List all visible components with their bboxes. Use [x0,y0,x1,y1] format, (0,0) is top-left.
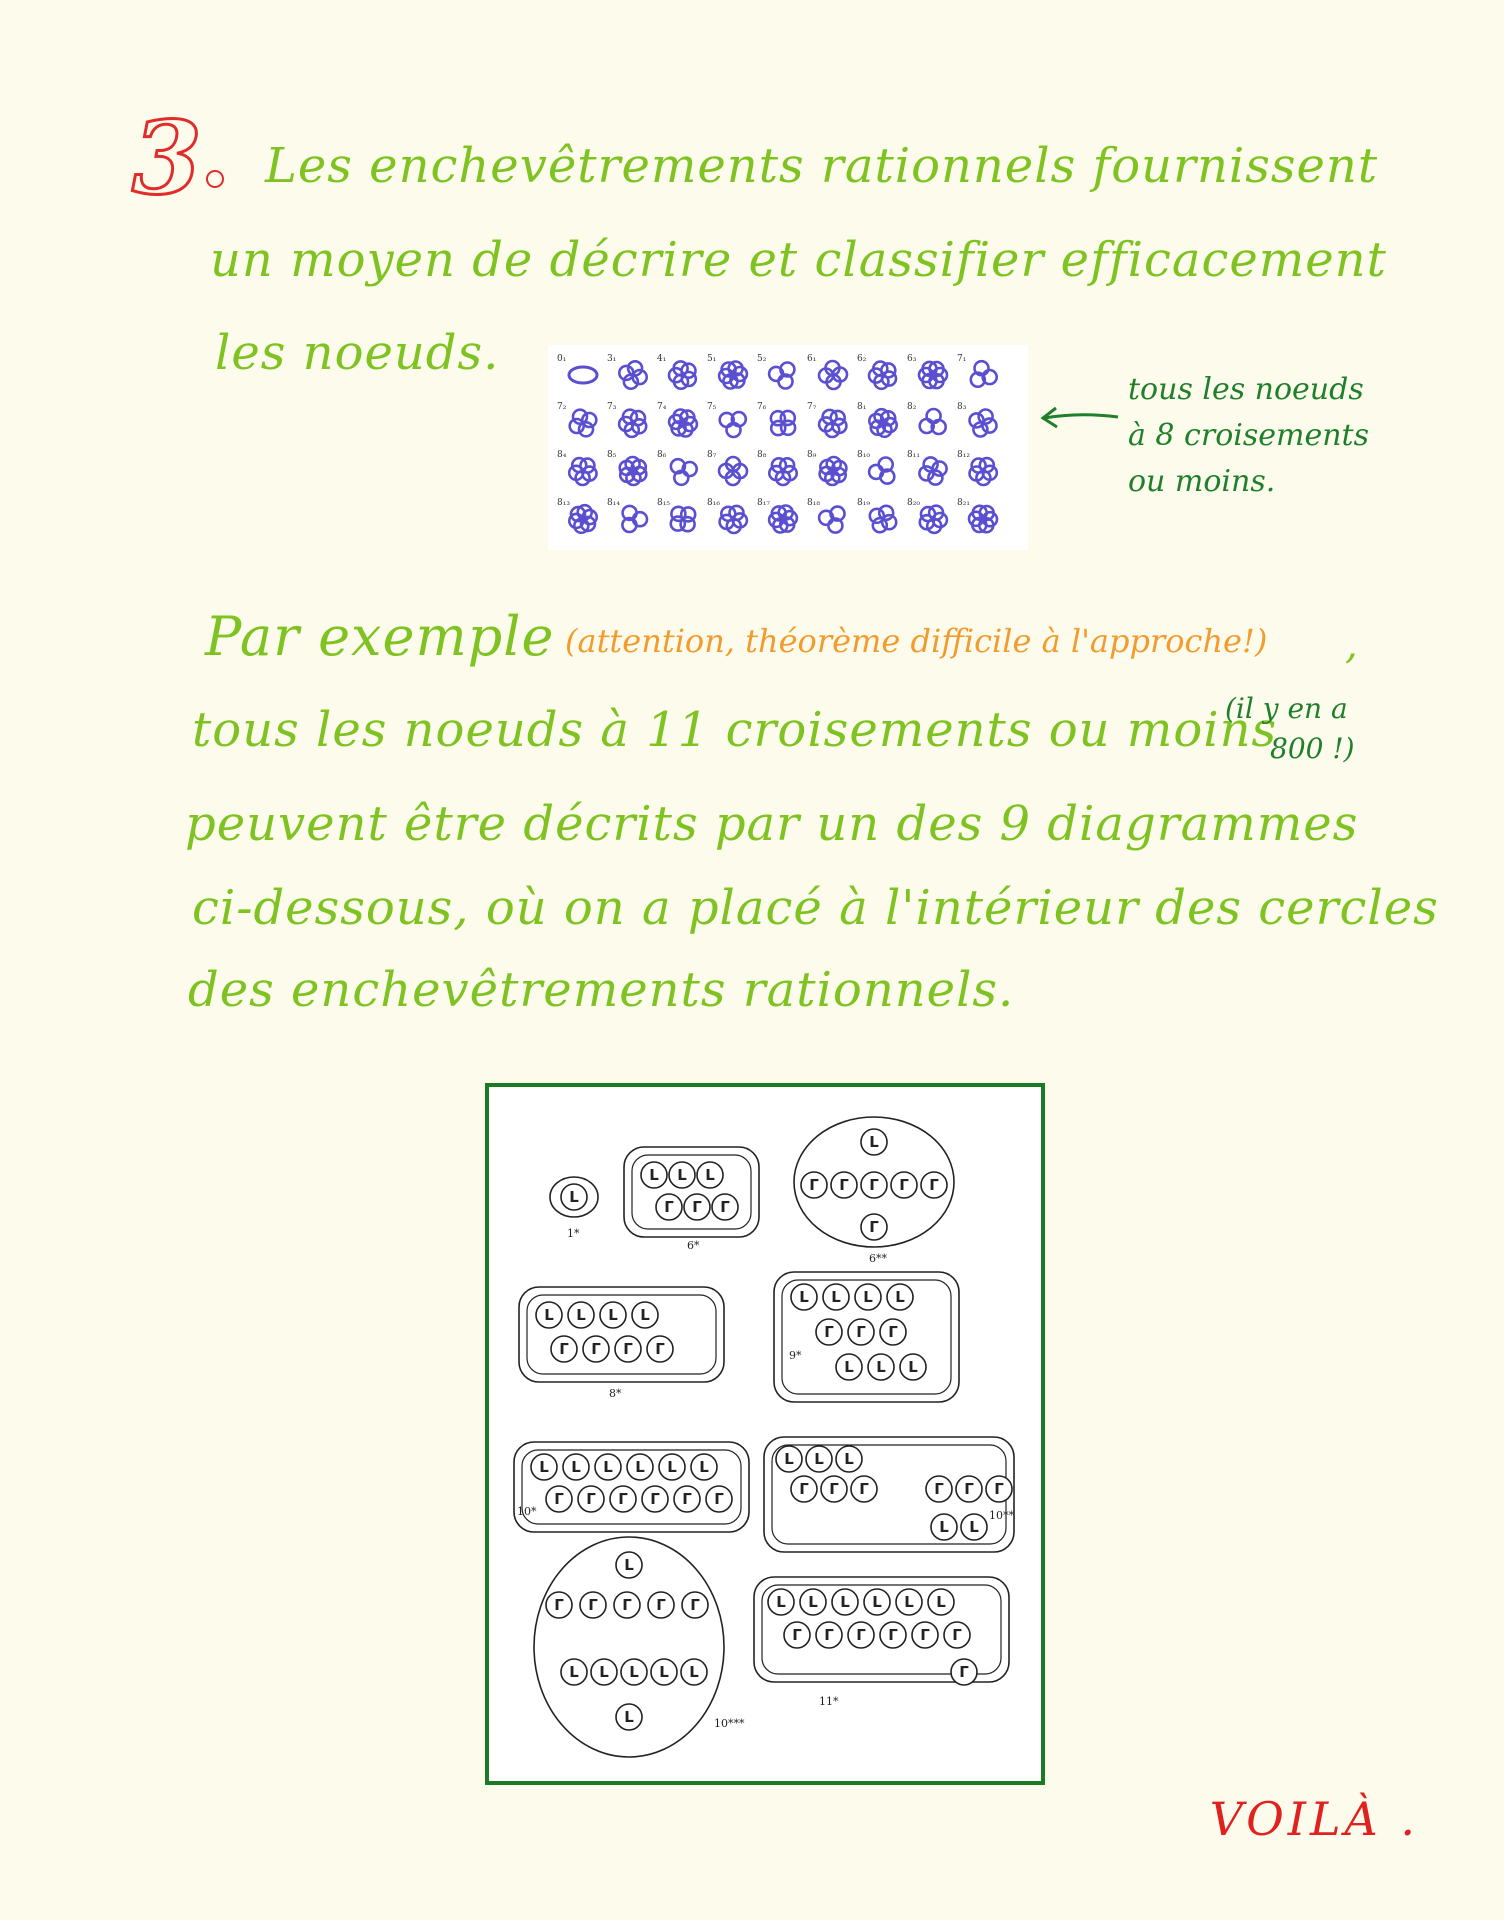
tangle-symbol: L [869,1133,879,1151]
diagram-4 [519,1287,724,1400]
tangle-symbol: L [608,1306,618,1324]
tangle-symbol: Γ [656,1596,666,1614]
tangle-symbol: L [659,1663,669,1681]
knot-label: 8₈ [757,450,767,460]
example-comma: , [1345,622,1358,668]
knot-29 [607,498,647,532]
tangle-symbol: Γ [929,1176,939,1194]
tangle-symbol: L [831,1288,841,1306]
tangle-symbol: L [908,1358,918,1376]
tangle-symbol: Γ [888,1626,898,1644]
knot-label: 8₆ [657,450,667,460]
tangle-symbol: Γ [690,1596,700,1614]
tangle-symbol: Γ [829,1480,839,1498]
diagram-5 [774,1272,959,1402]
tangle-symbol: L [936,1593,946,1611]
tangle-symbol: Γ [964,1480,974,1498]
knot-15 [807,402,846,437]
diagram-1 [550,1177,598,1240]
example-aside-1: (il y en a [1225,692,1348,725]
tangle-symbol: L [635,1458,645,1476]
tangle-symbol: L [705,1166,715,1184]
diagram-7 [764,1437,1014,1552]
tangle-symbol: Γ [799,1480,809,1498]
knot-label: 3₁ [607,354,617,364]
knot-label: 8₂ [907,402,917,412]
tangle-symbol: L [784,1450,794,1468]
knot-8 [907,354,947,388]
diagram-label: 10* [517,1505,537,1518]
knot-35 [907,498,947,533]
knot-12 [657,402,697,437]
tangle-symbol: L [640,1306,650,1324]
knot-16 [857,402,897,437]
tangle-symbol: L [624,1708,634,1726]
tangle-symbol: Γ [792,1626,802,1644]
note-line-2: à 8 croisements [1128,418,1369,453]
knot-table-image [548,345,1028,550]
tangle-symbol: L [599,1663,609,1681]
tangle-symbol: L [569,1188,579,1206]
knot-13 [707,402,746,437]
tangle-symbol: Γ [994,1480,1004,1498]
tangle-symbol: Γ [664,1198,674,1216]
tangle-symbol: Γ [869,1218,879,1236]
example-warning: (attention, théorème difficile à l'approche!) [565,622,1268,660]
tangle-symbol: L [699,1458,709,1476]
tangle-symbol: Γ [952,1626,962,1644]
tangle-symbol: L [776,1593,786,1611]
knot-32 [757,498,797,533]
tangle-symbol: L [629,1663,639,1681]
diagram-6 [514,1442,749,1532]
knot-36 [957,498,997,532]
knot-label: 8₁ [857,402,867,412]
tangle-symbol: L [603,1458,613,1476]
knot-label: 8₉ [807,450,817,460]
knot-label: 5₂ [757,354,767,364]
tangle-symbol: L [677,1166,687,1184]
knot-17 [907,402,946,434]
diagram-3 [794,1117,954,1265]
tangle-symbol: Γ [869,1176,879,1194]
knot-label: 5₁ [707,354,717,364]
tangle-symbol: L [939,1518,949,1536]
tangle-symbol: Γ [623,1340,633,1358]
knot-label: 7₇ [807,402,817,412]
tangle-symbol: Γ [859,1480,869,1498]
section-number: 3 [132,99,202,217]
tangle-symbol: Γ [899,1176,909,1194]
tangle-symbol: Γ [856,1626,866,1644]
example-line-4: ci-dessous, où on a placé à l'intérieur des cercles [192,880,1439,936]
intro-line-1: Les enchevêtrements rationnels fournissent [265,138,1379,194]
diagram-label: 10*** [714,1717,745,1730]
tangle-symbol: Γ [720,1198,730,1216]
tangle-symbol: Γ [959,1663,969,1681]
knot-label: 7₁ [957,354,967,364]
tangle-symbol: L [844,1450,854,1468]
knot-label: 8₂₁ [957,498,970,508]
tangle-symbol: L [969,1518,979,1536]
tangle-diagrams-svg [489,1087,1041,1781]
tangle-symbol: Γ [682,1490,692,1508]
knot-label: 8₄ [557,450,567,460]
knot-24 [807,450,846,485]
diagram-label: 11* [819,1695,839,1708]
knot-34 [857,498,896,532]
diagram-label: 1* [567,1227,580,1240]
tangle-symbol: Γ [622,1596,632,1614]
knot-6 [807,354,847,389]
tangle-symbol: L [895,1288,905,1306]
knot-label: 8₁₀ [857,450,870,460]
knot-9 [957,354,997,387]
tangle-symbol: Γ [554,1596,564,1614]
knot-label: 8₁₂ [957,450,970,460]
knot-label: 8₅ [607,450,617,460]
tangle-symbol: L [872,1593,882,1611]
tangle-symbol: Γ [824,1626,834,1644]
tangle-symbol: L [876,1358,886,1376]
knot-7 [857,354,896,389]
knot-label: 7₆ [757,402,767,412]
knot-label: 8₁₆ [707,498,720,508]
knot-label: 8₁₉ [857,498,870,508]
tangle-symbol: Γ [888,1323,898,1341]
knot-label: 8₁₃ [557,498,570,508]
example-line-5: des enchevêtrements rationnels. [188,962,1015,1018]
arrow-left-icon [1040,402,1120,432]
example-line-3: peuvent être décrits par un des 9 diagrammes [185,796,1359,852]
tangle-symbol: Γ [650,1490,660,1508]
knot-label: 8₁₅ [657,498,670,508]
knot-1 [557,354,597,383]
knot-label: 8₁₈ [807,498,820,508]
knot-label: 8₃ [957,402,967,412]
tangle-symbol: Γ [809,1176,819,1194]
tangle-symbol: Γ [920,1626,930,1644]
knot-table-svg [548,345,1028,550]
knot-31 [707,498,747,533]
knot-20 [607,450,646,485]
diagram-label: 10** [989,1509,1014,1522]
diagram-9 [754,1577,1009,1708]
knot-label: 7₃ [607,402,617,412]
knot-label: 8₁₄ [607,498,620,508]
tangle-symbol: Γ [554,1490,564,1508]
knot-label: 7₄ [657,402,667,412]
tangle-symbol: L [689,1663,699,1681]
tangle-symbol: Γ [655,1340,665,1358]
knot-25 [857,450,894,484]
tangle-symbol: Γ [618,1490,628,1508]
tangle-symbol: L [576,1306,586,1324]
knot-label: 4₁ [657,354,667,364]
knot-label: 8₇ [707,450,717,460]
tangle-symbol: L [799,1288,809,1306]
tangle-symbol: Γ [591,1340,601,1358]
knot-11 [607,402,646,437]
tangle-symbol: Γ [588,1596,598,1614]
tangle-symbol: L [624,1556,634,1574]
tangle-symbol: Γ [586,1490,596,1508]
knot-27 [957,450,997,485]
knot-10 [557,402,596,436]
tangle-symbol: L [863,1288,873,1306]
diagram-label: 6* [687,1239,700,1252]
tangle-symbol: L [904,1593,914,1611]
knot-3 [657,354,696,389]
tangle-symbol: L [814,1450,824,1468]
diagram-label: 8* [609,1387,622,1400]
knot-label: 6₃ [907,354,917,364]
diagram-label: 9* [789,1349,802,1362]
tangle-symbol: L [649,1166,659,1184]
diagram-2 [624,1147,759,1252]
knot-30 [657,498,695,531]
example-aside-2: 800 !) [1270,732,1355,765]
knot-5 [757,354,794,389]
example-lead: Par exemple [205,605,555,668]
tangle-symbol: Γ [839,1176,849,1194]
tangle-symbol: Γ [934,1480,944,1498]
tangle-symbol: L [569,1663,579,1681]
knot-28 [557,498,597,533]
tangle-symbol: Γ [559,1340,569,1358]
knot-label: 8₁₁ [907,450,920,460]
tangle-symbol: L [544,1306,554,1324]
knot-22 [707,450,747,485]
tangle-symbol: Γ [714,1490,724,1508]
knot-14 [757,402,795,435]
tangle-symbol: L [571,1458,581,1476]
knot-19 [557,450,597,485]
tangle-symbol: L [844,1358,854,1376]
knot-label: 6₁ [807,354,817,364]
knot-label: 8₂₀ [907,498,920,508]
example-line-2: tous les noeuds à 11 croisements ou moins [192,702,1278,758]
tangle-symbol: L [808,1593,818,1611]
knot-label: 6₂ [857,354,867,364]
intro-line-3: les noeuds. [215,325,500,381]
intro-line-2: un moyen de décrire et classifier efficacement [210,232,1387,288]
knot-label: 0₁ [557,354,567,364]
tangle-symbol: Γ [824,1323,834,1341]
note-line-1: tous les noeuds [1128,372,1364,407]
knot-21 [657,450,697,485]
knot-2 [607,354,647,389]
tangle-symbol: Γ [692,1198,702,1216]
tangle-symbol: L [667,1458,677,1476]
knot-23 [757,450,797,485]
tangle-symbol: L [539,1458,549,1476]
knot-label: 7₅ [707,402,717,412]
knot-label: 8₁₇ [757,498,770,508]
diagram-8 [534,1537,745,1757]
section-number-dot [206,170,224,188]
diagram-label: 6** [869,1252,887,1265]
knot-33 [807,498,845,533]
note-line-3: ou moins. [1128,464,1276,499]
closing-text: VOILÀ . [1209,1792,1419,1846]
knot-26 [907,450,947,485]
tangle-symbol: Γ [856,1323,866,1341]
knot-4 [707,354,747,389]
knot-18 [957,402,997,437]
tangle-diagrams-image [485,1083,1045,1785]
knot-label: 7₂ [557,402,567,412]
tangle-symbol: L [840,1593,850,1611]
